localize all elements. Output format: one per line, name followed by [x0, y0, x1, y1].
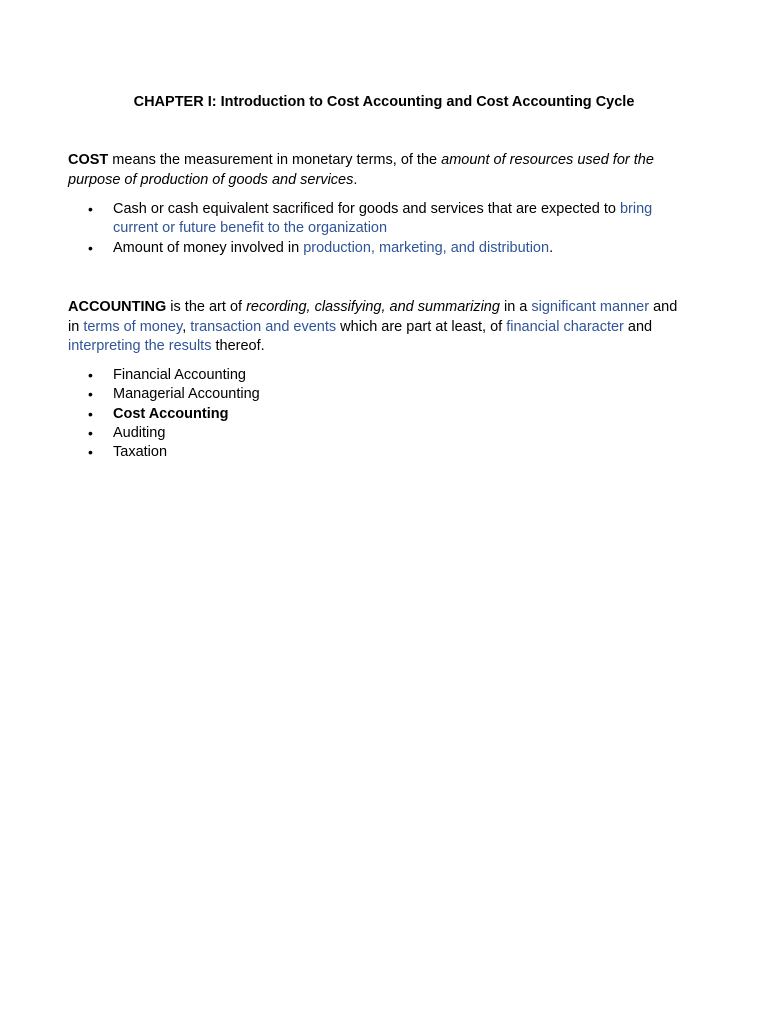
list-item — [68, 424, 688, 443]
accounting-highlight-3: transaction and events — [190, 318, 337, 335]
cost-bullet-1-highlight: bring current or future benefit to the organization — [113, 201, 653, 237]
accounting-text-6: and — [623, 318, 653, 335]
bullet-icon: • — [88, 424, 93, 441]
accounting-text-3: and in — [68, 299, 678, 335]
accounting-italic-text: recording, classifying, and summarizing — [246, 299, 500, 315]
cost-italic-text: amount of resources used for the purpose of production of goods and services — [68, 152, 654, 188]
branch-financial-accounting: Financial Accounting — [113, 367, 246, 383]
branch-auditing: Auditing — [113, 424, 166, 441]
accounting-branches-list — [68, 366, 688, 462]
cost-bullet-list — [68, 200, 688, 258]
cost-bullet-2-highlight: production, marketing, and distribution — [303, 239, 550, 256]
accounting-text-2: in a — [499, 299, 532, 315]
cost-bullet-1-text: Cash or cash equivalent sacrificed for goods and services that are expected to — [113, 201, 620, 217]
accounting-highlight-4: financial character — [506, 318, 624, 335]
list-item — [68, 200, 688, 239]
cost-bullet-2-tail: . — [549, 239, 554, 256]
branch-managerial-accounting: Managerial Accounting — [113, 386, 260, 403]
accounting-text-5: which are part at least, of — [336, 318, 507, 335]
accounting-term: ACCOUNTING — [68, 299, 167, 315]
bullet-icon: • — [88, 239, 93, 256]
accounting-definition-paragraph — [68, 298, 688, 357]
accounting-text-4: , — [182, 318, 191, 335]
bullet-icon: • — [88, 201, 93, 217]
bullet-icon: • — [88, 405, 93, 422]
accounting-text-1: is the art of — [166, 299, 247, 315]
cost-term: COST — [68, 152, 109, 168]
branch-taxation: Taxation — [113, 444, 168, 461]
accounting-text-7: thereof. — [211, 338, 265, 354]
branch-cost-accounting: Cost Accounting — [113, 405, 229, 422]
list-item — [68, 443, 688, 462]
list-item — [68, 385, 688, 404]
cost-text-2: . — [353, 171, 358, 188]
accounting-highlight-5: interpreting the results — [68, 338, 212, 354]
bullet-icon: • — [88, 386, 93, 403]
cost-definition-paragraph — [68, 151, 688, 190]
cost-text-1: means the measurement in monetary terms, of the — [108, 152, 442, 168]
accounting-highlight-2: terms of money — [83, 318, 183, 335]
accounting-highlight-1: significant manner — [531, 299, 650, 315]
chapter-title: CHAPTER I: Introduction to Cost Accounting and Cost Accounting Cycle — [133, 94, 635, 110]
list-item — [68, 405, 688, 424]
list-item — [68, 366, 688, 385]
list-item — [68, 239, 688, 258]
bullet-icon: • — [88, 444, 93, 461]
bullet-icon: • — [88, 367, 93, 383]
cost-bullet-2-text: Amount of money involved in — [113, 239, 304, 256]
